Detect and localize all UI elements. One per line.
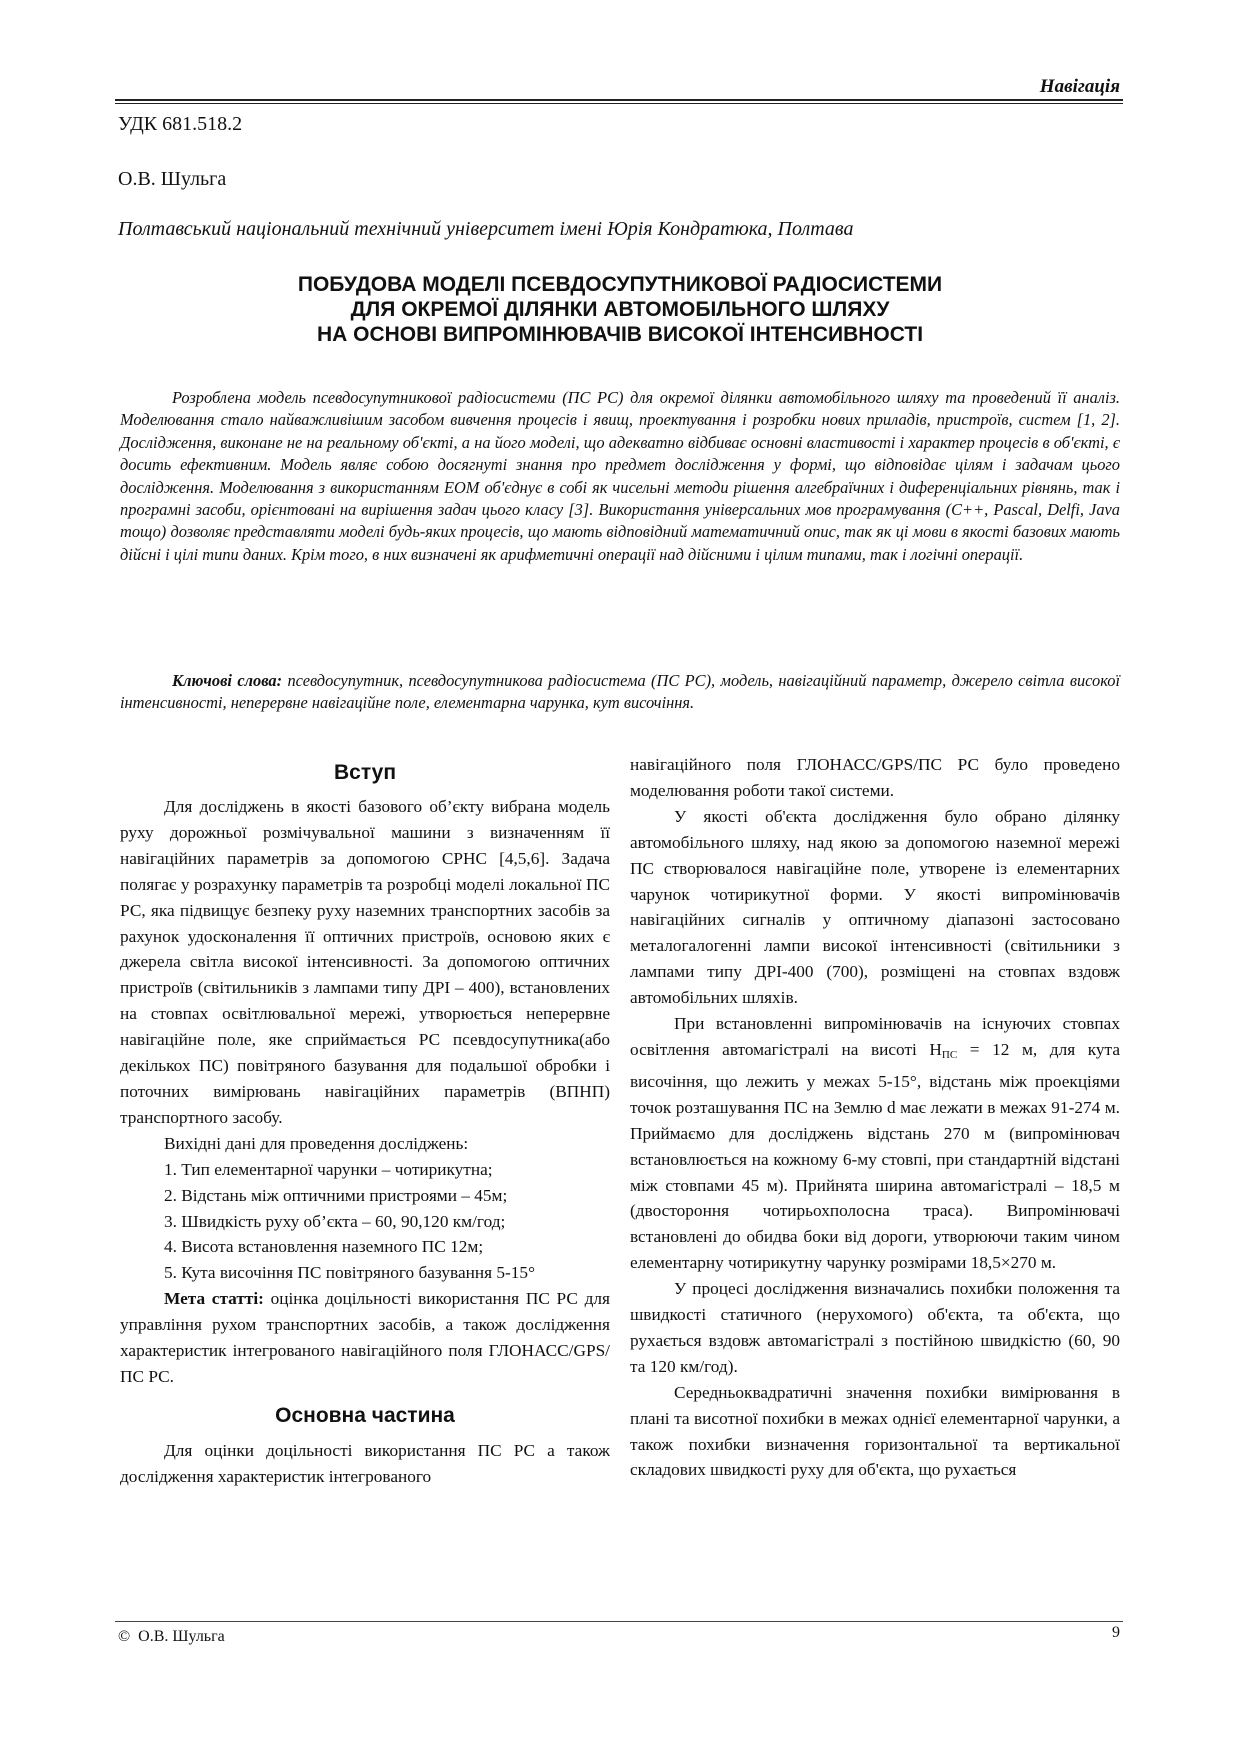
main-paragraph-1-end: навігаційного поля ГЛОНАСС/GPS/ПС РС було проведено моделювання роботи такої системи. [630,755,1120,800]
section-heading-main: Основна частина [275,1403,455,1427]
list-item: 4. Висота встановлення наземного ПС 12м; [164,1237,484,1257]
list-item: 1. Тип елементарної чарунки – чотирикутна; [164,1159,493,1179]
author-name: О.В. Шульга [118,168,227,190]
keywords-label: Ключові слова: [172,671,283,690]
goal-text: оцінка доцільності використання ПС РС для управління рухом транспортних засобів, а також дослідження характеристик інтегрованого навігаційного поля ГЛОНАСС/GPS/ПС РС. [120,1289,610,1386]
footer-rule [115,1621,1123,1622]
main-paragraph-1-start: Для оцінки доцільності використання ПС РС а також дослідження характеристик інтегрованого [120,1440,610,1486]
column-left [120,752,610,1490]
list-item: 3. Швидкість руху об’єкта – 60, 90,120 км/год; [164,1211,506,1231]
p3-part-a: При встановленні випромінювачів на існуючих стовпах освітлення автомагістралі на висоті H [630,1014,1120,1059]
title-line-1: ПОБУДОВА МОДЕЛІ ПСЕВДОСУПУТНИКОВОЇ РАДІОСИСТЕМИ [297,273,943,296]
footer-copyright [118,1628,225,1646]
keywords-text: псевдосупутник, псевдосупутникова радіосистема (ПС РС), модель, навігаційний параметр, джерело світла високої інтенсивності, неперервне навігаційне поле, елементарна чарунка, кут височіння. [120,671,1121,713]
column-right [630,752,1120,1483]
affiliation: Полтавський національний технічний університет імені Юрія Кондратюка, Полтава [118,218,854,240]
section-heading-intro: Вступ [333,761,396,784]
footer-author: О.В. Шульга [138,1628,225,1645]
input-data-label: Вихідні дані для проведення досліджень: [164,1133,469,1153]
page-number: 9 [1112,1624,1120,1641]
header-rule [115,99,1123,104]
title-line-2: ДЛЯ ОКРЕМОЇ ДІЛЯНКИ АВТОМОБІЛЬНОГО ШЛЯХУ [350,298,890,321]
main-paragraph-5: Середньоквадратичні значення похибки вимірювання в плані та висотної похибки в межах однієї елементарної чарунки, а також похибки визначення горизонтальної та вертикальної складових швидкості руху для об'єкта, що рухається [630,1382,1120,1480]
main-paragraph-2: У якості об'єкта дослідження було обрано ділянку автомобільного шляху, над якою за допомогою наземної мережі ПС створювалося навігаційне поле, утворене із елементарних чарунок чотирикутної форми. У якості випромінювачів навігаційних сигналів у оптичному діапазоні застосовано металогалогенні лампи високої інтенсивності (світильники з лампами типу ДРІ-400 (700), розміщені на стовпах вздовж автомобільних шляхів. [630,806,1120,1008]
keywords [120,670,1120,715]
goal-paragraph [120,1286,610,1390]
copyright-icon: © [118,1628,131,1645]
intro-paragraph: Для досліджень в якості базового об’єкту вибрана модель руху дорожньої розмічувальної машини з визначенням її навігаційних параметрів за допомогою СРНС [4,5,6]. Задача полягає у розрахунку параметрів та розробці моделі локальної ПС РС, яка підвищує безпеку руху наземних транспортних засобів за рахунок удосконалення її оптичних пристроїв, основою яких є джерела світла високої інтенсивності. За допомогою оптичних пристроїв (світильників з лампами типу ДРІ – 400), встановлених на стовпах освітлювальної мережі, утворюється неперервне навігаційне поле, яке сприймається РС псевдосупутника(або декількох ПС) повітряного базування для подальшої обробки і поточних вимірювань навігаційних параметрів (ВПНП) транспортного засобу. [120,797,610,1127]
p3-subscript: ПС [941,1048,958,1061]
list-item: 5. Кута височіння ПС повітряного базування 5-15° [164,1263,535,1283]
paper-title [120,272,1120,347]
p3-part-b: = 12 м, для кута височіння, що лежить у межах 5-15°, відстань між проекціями точок розташування ПС на Землю d має лежати в межах 91-274 м. Приймаємо для досліджень відстань 270 м (випромінювач встановлюється на кожному 6-му стовпі, при стандартній відстані між стовпами 45 м). Прийнята ширина автомагістралі – 18,5 м (двостороння чотирьохполосна траса). Випромінювачі встановлені до обидва боки від дороги, утворюючи таким чином елементарну чотирикутну чарунку розмірами 18,5×270 м. [630,1039,1120,1273]
running-head-section: Навігація [1039,76,1120,97]
title-line-3: НА ОСНОВІ ВИПРОМІНЮВАЧІВ ВИСОКОЇ ІНТЕНСИВНОСТІ [316,323,924,346]
list-item: 2. Відстань між оптичними пристроями – 45м; [164,1185,508,1205]
abstract: Розроблена модель псевдосупутникової радіосистеми (ПС РС) для окремої ділянки автомобільного шляху та проведений її аналіз. Моделювання стало найважливішим засобом вивчення процесів і явищ, проектування і розробки нових приладів, пристроїв, систем [1, 2]. Дослідження, виконане не на реальному об'єкті, а на його моделі, що адекватно відбиває основні властивості і характер процесів в об'єкті, є досить ефективним. Модель являє собою досягнуті знання про предмет дослідження у формі, що відповідає цілям і задачам цього дослідження. Моделювання з використанням ЕОМ об'єднує в собі як чисельні методи рішення алгебраїчних і диференціальних рівнянь, так і програмні засоби, орієнтовані на вирішення задач цього класу [3]. Використання універсальних мов програмування (C++, Pascal, Delfi, Java тощо) дозволяє представляти моделі будь-яких процесів, що мають відповідний математичний опис, так як ці мови в якості базових мають дійсні і цілі типи даних. Крім того, в них визначені як арифметичні операції над дійсними і цілим типами, так і логічні операції. [120,388,1120,564]
main-paragraph-3 [630,1011,1120,1276]
main-paragraph-4: У процесі дослідження визначались похибки положення та швидкості статичного (нерухомого) об'єкта, та об'єкта, що рухається вздовж автомагістралі з постійною швидкістю (60, 90 та 120 км/год). [630,1279,1120,1376]
goal-label: Мета статті: [164,1289,264,1309]
udk-code: УДК 681.518.2 [118,113,243,135]
